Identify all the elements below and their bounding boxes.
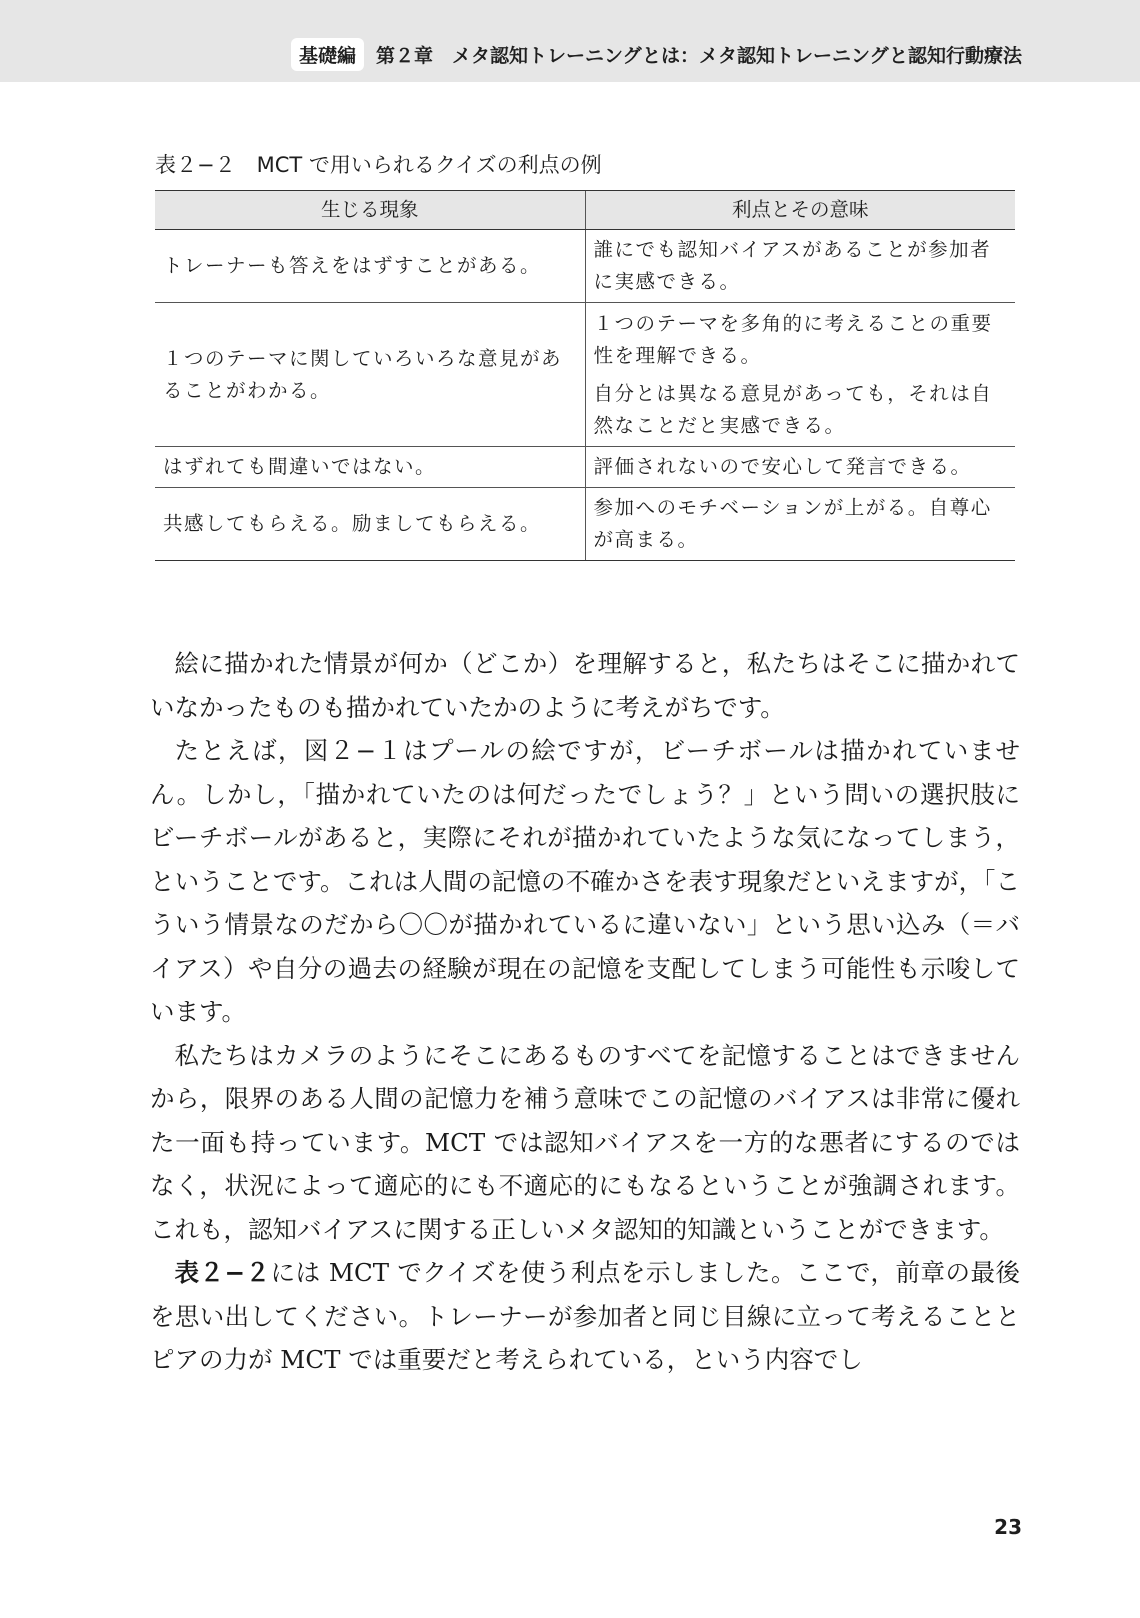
paragraph [150,1251,1020,1382]
phenomenon-cell: トレーナーも答えをはずすことがある。 [155,230,585,303]
benefit-cell [585,303,1015,447]
body-text [150,642,1020,1382]
quiz-benefits-table [155,190,1015,561]
table-caption: 表２−２ MCT で用いられるクイズの利点の例 [155,153,602,177]
phenomenon-cell: １つのテーマに関していろいろな意見があることがわかる。 [155,303,585,447]
header-line [291,38,1022,71]
phenomenon-cell: 共感してもらえる。励ましてもらえる。 [155,488,585,561]
benefit-cell [585,488,1015,561]
paragraph-text: には MCT でクイズを使う利点を示しました。ここで，前章の最後を思い出してください。トレーナーが参加者と同じ目線に立って考えることとピアの力が MCT では重要だと考えられている，という内容でし [150,1258,1020,1374]
paragraph: 私たちはカメラのようにそこにあるものすべてを記憶することはできませんから，限界のある人間の記憶力を補う意味でこの記憶のバイアスは非常に優れた一面も持っています。MCT では認知バイアスを一方的な悪者にするのではなく，状況によって適応的にも不適応的にもなるということが強調されます。これも，認知バイアスに関する正しいメタ認知的知識ということができます。 [150,1040,1020,1244]
paragraph: 絵に描かれた情景が何か（どこか）を理解すると，私たちはそこに描かれていなかったものも描かれていたかのように考えがちです。 [150,649,1020,722]
chapter-title: 第２章 メタ認知トレーニングとは：メタ認知トレーニングと認知行動療法 [375,45,1022,67]
running-header [0,0,1140,82]
table-row [155,488,1015,561]
benefit-text: １つのテーマを多角的に考えることの重要性を理解できる。 [593,311,993,367]
benefit-cell [585,230,1015,303]
phenomenon-cell: はずれても間違いではない。 [155,447,585,488]
section-label: 基礎編 [291,38,364,71]
benefit-text: 参加へのモチベーションが上がる。自尊心が高まる。 [593,496,992,551]
benefit-text: 誰にでも認知バイアスがあることが参加者に実感できる。 [593,238,992,293]
table-header-row [155,191,1015,230]
column-header-phenomenon: 生じる現象 [155,191,585,230]
benefit-cell [585,447,1015,488]
benefit-text: 評価されないので安心して発言できる。 [593,455,972,478]
paragraph: たとえば，図２−１はプールの絵ですが，ビーチボールは描かれていません。しかし，「描かれていたのは何だったでしょう？」という問いの選択肢にビーチボールがあると，実際にそれが描かれていたような気になってしまう，ということです。これは人間の記憶の不確かさを表す現象だといえますが，「こういう情景なのだから〇〇が描かれているに違いない」という思い込み（＝バイアス）や自分の過去の経験が現在の記憶を支配してしまう可能性も示唆しています。 [150,736,1021,1026]
table-row [155,303,1015,447]
table-row [155,447,1015,488]
column-header-benefit: 利点とその意味 [585,191,1015,230]
table-row [155,230,1015,303]
table-reference: 表２−２ [174,1258,271,1287]
page-number: 23 [994,1515,1022,1539]
benefit-text: 自分とは異なる意見があっても，それは自然なことだと実感できる。 [593,381,993,437]
